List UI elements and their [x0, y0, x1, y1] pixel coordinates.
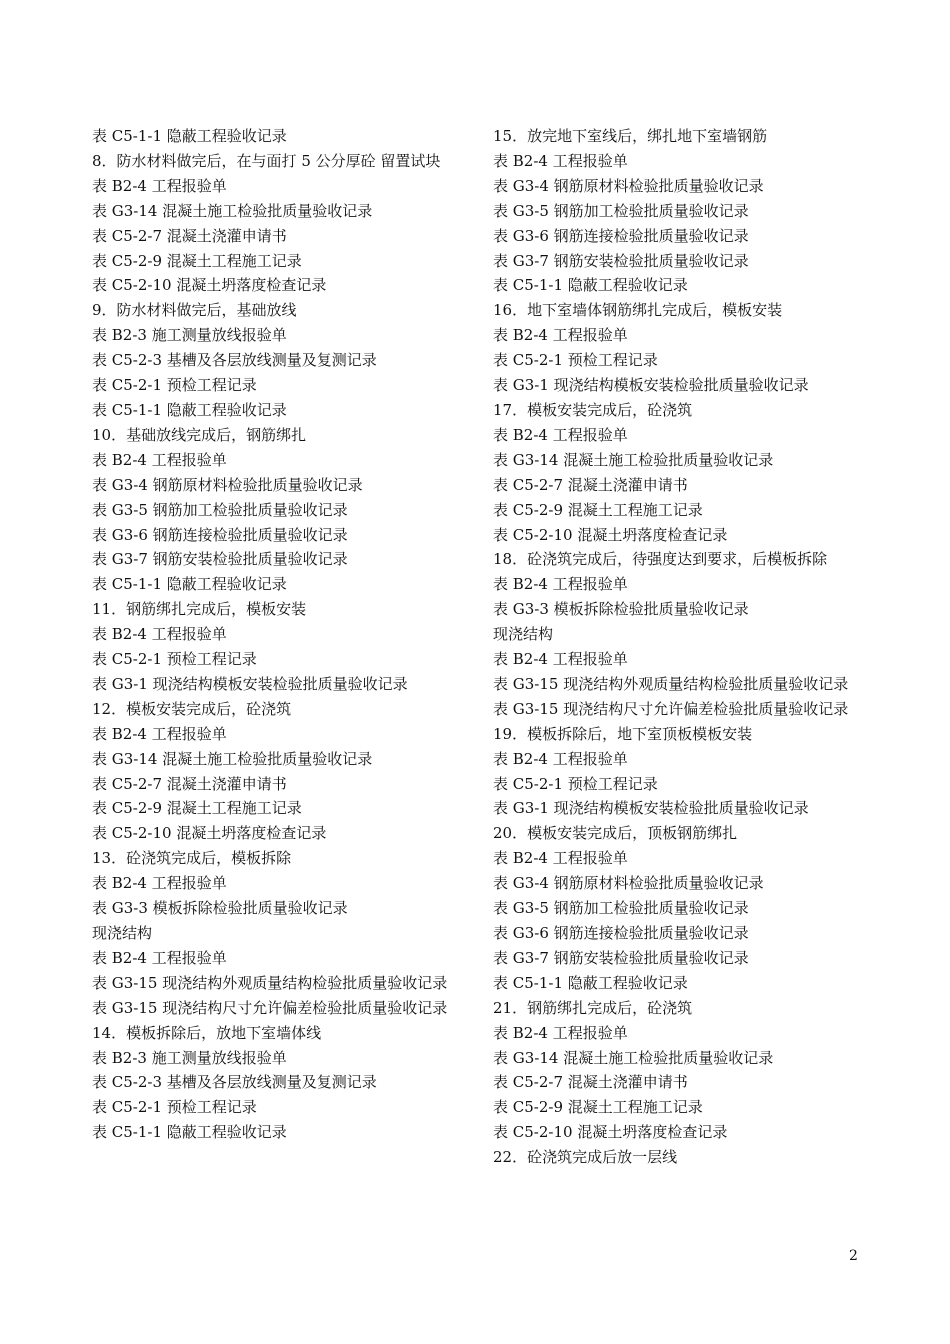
- text-line: 表 B2-4 工程报验单: [493, 425, 628, 444]
- text-line: 表 G3-14 混凝土施工检验批质量验收记录: [92, 201, 373, 220]
- text-line: 表 G3-5 钢筋加工检验批质量验收记录: [92, 500, 348, 519]
- text-line: 表 B2-4 工程报验单: [493, 849, 628, 868]
- text-line: 表 C5-2-9 混凝土工程施工记录: [92, 799, 302, 818]
- text-line: 表 C5-1-1 隐蔽工程验收记录: [493, 276, 688, 295]
- text-line: 表 B2-4 工程报验单: [493, 749, 628, 768]
- text-line: 12．模板安装完成后，砼浇筑: [92, 699, 292, 718]
- text-line: 表 C5-2-10 混凝土坍落度检查记录: [493, 525, 728, 544]
- text-line: 18．砼浇筑完成后，待强度达到要求，后模板拆除: [493, 550, 828, 569]
- text-line: 13．砼浇筑完成后，模板拆除: [92, 849, 292, 868]
- text-line: 表 B2-4 工程报验单: [493, 575, 628, 594]
- text-line: 表 G3-5 钢筋加工检验批质量验收记录: [493, 201, 749, 220]
- text-line: 表 G3-4 钢筋原材料检验批质量验收记录: [493, 874, 764, 893]
- text-line: 表 C5-2-3 基槽及各层放线测量及复测记录: [92, 1073, 377, 1092]
- text-line: 表 G3-15 现浇结构尺寸允许偏差检验批质量验收记录: [493, 699, 849, 718]
- text-line: 表 C5-1-1 隐蔽工程验收记录: [493, 973, 688, 992]
- text-line: 表 C5-2-7 混凝土浇灌申请书: [92, 226, 287, 245]
- text-line: 10．基础放线完成后，钢筋绑扎: [92, 425, 307, 444]
- text-line: 表 C5-2-1 预检工程记录: [92, 376, 257, 395]
- text-line: 表 B2-4 工程报验单: [92, 625, 227, 644]
- text-line: 14．模板拆除后，放地下室墙体线: [92, 1023, 322, 1042]
- text-line: 表 G3-5 钢筋加工检验批质量验收记录: [493, 899, 749, 918]
- text-line: 16．地下室墙体钢筋绑扎完成后，模板安装: [493, 301, 783, 320]
- text-line: 表 G3-3 模板拆除检验批质量验收记录: [493, 600, 749, 619]
- text-line: 表 B2-4 工程报验单: [92, 176, 227, 195]
- text-line: 表 G3-4 钢筋原材料检验批质量验收记录: [92, 475, 363, 494]
- text-line: 11．钢筋绑扎完成后，模板安装: [92, 600, 307, 619]
- text-line: 表 G3-15 现浇结构外观质量结构检验批质量验收记录: [493, 674, 849, 693]
- text-line: 表 G3-14 混凝土施工检验批质量验收记录: [493, 450, 774, 469]
- text-line: 表 C5-2-7 混凝土浇灌申请书: [493, 1073, 688, 1092]
- text-line: 表 B2-4 工程报验单: [92, 450, 227, 469]
- page-number: 2: [849, 1248, 858, 1264]
- text-line: 表 C5-2-10 混凝土坍落度检查记录: [493, 1123, 728, 1142]
- text-line: 表 C5-2-9 混凝土工程施工记录: [493, 500, 703, 519]
- text-line: 表 G3-4 钢筋原材料检验批质量验收记录: [493, 176, 764, 195]
- text-line: 表 B2-4 工程报验单: [92, 874, 227, 893]
- text-line: 表 B2-3 施工测量放线报验单: [92, 326, 287, 345]
- text-line: 表 C5-2-7 混凝土浇灌申请书: [493, 475, 688, 494]
- text-line: 表 C5-2-7 混凝土浇灌申请书: [92, 774, 287, 793]
- text-line: 表 G3-6 钢筋连接检验批质量验收记录: [92, 525, 348, 544]
- text-line: 现浇结构: [493, 625, 554, 644]
- text-line: 20．模板安装完成后，顶板钢筋绑扎: [493, 824, 738, 843]
- text-line: 表 C5-2-3 基槽及各层放线测量及复测记录: [92, 351, 377, 370]
- text-line: 表 G3-15 现浇结构尺寸允许偏差检验批质量验收记录: [92, 998, 448, 1017]
- text-line: 现浇结构: [92, 924, 153, 942]
- text-line: 表 C5-1-1 隐蔽工程验收记录: [92, 127, 287, 145]
- text-line: 表 G3-1 现浇结构模板安装检验批质量验收记录: [92, 674, 408, 693]
- text-line: 22．砼浇筑完成后放一层线: [493, 1148, 678, 1167]
- text-line: 表 C5-1-1 隐蔽工程验收记录: [92, 575, 287, 594]
- text-line: 表 B2-4 工程报验单: [493, 650, 628, 669]
- text-line: 表 G3-3 模板拆除检验批质量验收记录: [92, 899, 348, 918]
- text-line: 表 C5-2-9 混凝土工程施工记录: [493, 1098, 703, 1117]
- text-line: 表 C5-1-1 隐蔽工程验收记录: [92, 1123, 287, 1142]
- text-line: 表 C5-2-9 混凝土工程施工记录: [92, 251, 302, 270]
- text-line: 表 C5-2-10 混凝土坍落度检查记录: [92, 276, 327, 295]
- text-line: 表 G3-7 钢筋安装检验批质量验收记录: [493, 251, 749, 270]
- text-line: 15．放完地下室线后，绑扎地下室墙钢筋: [493, 127, 768, 145]
- text-line: 表 G3-15 现浇结构外观质量结构检验批质量验收记录: [92, 973, 448, 992]
- text-line: 21．钢筋绑扎完成后，砼浇筑: [493, 998, 693, 1017]
- text-line: 表 G3-6 钢筋连接检验批质量验收记录: [493, 924, 749, 942]
- text-line: 表 B2-4 工程报验单: [92, 948, 227, 967]
- text-line: 表 G3-6 钢筋连接检验批质量验收记录: [493, 226, 749, 245]
- text-line: 表 G3-7 钢筋安装检验批质量验收记录: [92, 550, 348, 569]
- text-line: 表 G3-1 现浇结构模板安装检验批质量验收记录: [493, 799, 809, 818]
- text-line: 表 G3-1 现浇结构模板安装检验批质量验收记录: [493, 376, 809, 395]
- text-line: 表 C5-1-1 隐蔽工程验收记录: [92, 400, 287, 419]
- text-line: 表 C5-2-1 预检工程记录: [493, 774, 658, 793]
- text-line: 19．模板拆除后，地下室顶板模板安装: [493, 724, 753, 743]
- left-column: [92, 124, 472, 1145]
- text-line: 表 C5-2-1 预检工程记录: [493, 351, 658, 370]
- text-line: 表 B2-4 工程报验单: [92, 724, 227, 743]
- right-column: [493, 124, 873, 1170]
- text-line: 表 B2-4 工程报验单: [493, 326, 628, 345]
- text-line: 表 B2-3 施工测量放线报验单: [92, 1048, 287, 1067]
- text-line: 8．防水材料做完后，在与面打 5 公分厚砼 留置试块: [92, 151, 441, 170]
- text-line: 表 G3-7 钢筋安装检验批质量验收记录: [493, 948, 749, 967]
- text-line: 表 B2-4 工程报验单: [493, 151, 628, 170]
- text-line: 表 C5-2-10 混凝土坍落度检查记录: [92, 824, 327, 843]
- text-line: 9．防水材料做完后，基础放线: [92, 301, 297, 320]
- text-line: 表 C5-2-1 预检工程记录: [92, 1098, 257, 1117]
- text-line: 表 G3-14 混凝土施工检验批质量验收记录: [92, 749, 373, 768]
- text-line: 17．模板安装完成后，砼浇筑: [493, 400, 693, 419]
- text-line: 表 G3-14 混凝土施工检验批质量验收记录: [493, 1048, 774, 1067]
- text-line: 表 B2-4 工程报验单: [493, 1023, 628, 1042]
- text-line: 表 C5-2-1 预检工程记录: [92, 650, 257, 669]
